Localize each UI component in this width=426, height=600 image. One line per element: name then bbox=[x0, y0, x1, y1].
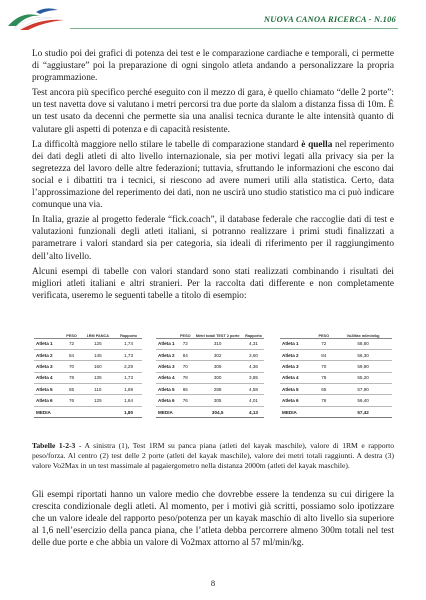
table-cell: 4,01 bbox=[243, 395, 264, 406]
table-cell: 84 bbox=[63, 349, 81, 360]
athlete-name: Atleta 4 bbox=[156, 372, 178, 383]
paragraph-5: Alcuni esempi di tabelle con valori standard sono stati realizzati combinando i risultati dei migliori atleti italiani e altri stranieri. Per la raccolta dati differente e non completamente verificata, useremo le seguenti tabelle a titolo di esempio: bbox=[32, 266, 394, 301]
table-cell: 310 bbox=[192, 338, 243, 349]
table-cell: 56,30 bbox=[334, 349, 392, 360]
flag-swoosh-logo-icon bbox=[6, 4, 68, 34]
athlete-name: Atleta 1 bbox=[34, 338, 63, 349]
average-label: MEDIA bbox=[34, 406, 63, 417]
paragraph-3-lead: La difficoltà maggiore nello stilare le tabelle di comparazione standard bbox=[32, 139, 302, 150]
column-header bbox=[156, 327, 178, 338]
athlete-name: Atleta 3 bbox=[156, 361, 178, 372]
column-header: PESO bbox=[178, 327, 192, 338]
table-cell: 72 bbox=[313, 338, 334, 349]
paragraph-1: Lo studio poi dei grafici di potenza dei test e le comparazione cardiache e temporali, ci permette di “aggiustare” poi la preparazione di ogni singolo atleta andando a personalizzare la propria programmazione. bbox=[32, 49, 394, 84]
paragraph-4: In Italia, grazie al progetto federale “fick.coach”, il database federale che raccoglie dati di test e valutazioni funzionali degli atleti italiani, si potranno realizzare i primi studi finalizzati a parametrare i valori standard sia per categoria, sia ideali di riferimento per il raggiungimento dell’alto livello. bbox=[32, 215, 394, 262]
closing-paragraph: Gli esempi riportati hanno un valore medio che dovrebbe essere la tendenza su cui dirigere la crescita condizionale degli atleti. Al momento, per i motivi già scritti, possiamo solo ipotizzare che un valore ideale del rapporto peso/potenza per un kayak maschio di alto livello sia superiore al 1,6 nell’esercizio della panca piana, che l’atleta debba percorrere almeno 300m totali nel test delle due porte e che abbia un valore di Vo2max attorno al 57 ml/min/kg. bbox=[32, 490, 394, 549]
table-cell: 125 bbox=[81, 395, 116, 406]
table-cell: 2,29 bbox=[115, 361, 142, 372]
table-cell: 59,90 bbox=[334, 361, 392, 372]
table-row bbox=[280, 349, 392, 360]
table-cell: 70 bbox=[178, 361, 192, 372]
table-average-row bbox=[156, 406, 264, 417]
athlete-name: Atleta 3 bbox=[34, 361, 63, 372]
table-cell: 78 bbox=[63, 372, 81, 383]
paragraph-3 bbox=[32, 139, 394, 212]
athlete-name: Atleta 2 bbox=[34, 349, 63, 360]
column-header: PESO bbox=[313, 327, 334, 338]
table-cell: 65 bbox=[313, 384, 334, 395]
paragraph-3-rest: nel reperimento dei dati degli atleti di alto livello internazionale, sia per motivi legati alla privacy sia per la segretezza del lavoro delle altre federazioni; tuttavia, sfruttando le informazioni che escono dai social e i dibattiti tra i tecnici, si riescono ad avere numeri utili alla statistica. Certo, data l’approssimazione del reperimento dei dati, non ne uscirà uno studio statistico ma ci può indicare comunque una via. bbox=[32, 139, 394, 211]
caption-label: Tabelle 1-2-3 bbox=[32, 441, 76, 450]
table-cell: 1,73 bbox=[115, 349, 142, 360]
column-header: 1RM PANCA bbox=[81, 327, 116, 338]
journal-title: NUOVA CANOA RICERCA - N.106 bbox=[263, 14, 396, 24]
athlete-name: Atleta 6 bbox=[280, 395, 313, 406]
table-cell: 72 bbox=[63, 338, 81, 349]
header-rule bbox=[70, 28, 398, 29]
table-row bbox=[156, 372, 264, 383]
athlete-name: Atleta 2 bbox=[156, 349, 178, 360]
table-cell: 65 bbox=[63, 384, 81, 395]
table-row bbox=[34, 384, 142, 395]
table-cell: 288 bbox=[192, 384, 243, 395]
table-cell: 57,90 bbox=[334, 384, 392, 395]
table-cell: 300 bbox=[192, 372, 243, 383]
table-row bbox=[34, 349, 142, 360]
table-cell: 110 bbox=[81, 384, 116, 395]
athlete-name: Atleta 6 bbox=[34, 395, 63, 406]
athlete-name: Atleta 3 bbox=[280, 361, 313, 372]
average-label: MEDIA bbox=[156, 406, 178, 417]
table-cell: 305 bbox=[192, 361, 243, 372]
table-row bbox=[280, 395, 392, 406]
column-header: Metri totali TEST 2 porte bbox=[192, 327, 243, 338]
table-cell: 305 bbox=[192, 395, 243, 406]
table-cell: 65 bbox=[178, 384, 192, 395]
table-row bbox=[280, 361, 392, 372]
athlete-name: Atleta 5 bbox=[156, 384, 178, 395]
column-header: PESO bbox=[63, 327, 81, 338]
table-header-row bbox=[280, 327, 392, 338]
table-cell: 56,40 bbox=[334, 395, 392, 406]
table-cell: 76 bbox=[313, 395, 334, 406]
athlete-name: Atleta 6 bbox=[156, 395, 178, 406]
table-header-row bbox=[156, 327, 264, 338]
table-cell: 145 bbox=[81, 349, 116, 360]
table-row bbox=[34, 372, 142, 383]
average-cell bbox=[178, 406, 192, 417]
athlete-name: Atleta 4 bbox=[34, 372, 63, 383]
table-row bbox=[34, 395, 142, 406]
paragraph-3-emphasis: è quella bbox=[301, 139, 333, 150]
table-cell: 72 bbox=[178, 338, 192, 349]
average-cell bbox=[63, 406, 81, 417]
table-row bbox=[34, 338, 142, 349]
table-two-gates bbox=[156, 327, 264, 418]
average-cell: 57,42 bbox=[334, 406, 392, 417]
page-number: 8 bbox=[210, 578, 216, 588]
table-row bbox=[280, 384, 392, 395]
table-cell: 58,80 bbox=[334, 338, 392, 349]
athlete-name: Atleta 5 bbox=[34, 384, 63, 395]
column-header: Rapporto bbox=[115, 327, 142, 338]
athlete-name: Atleta 1 bbox=[156, 338, 178, 349]
table-cell: 160 bbox=[81, 361, 116, 372]
table-cell: 135 bbox=[81, 372, 116, 383]
table-bench-press bbox=[34, 327, 142, 418]
table-row bbox=[34, 361, 142, 372]
table-row bbox=[280, 372, 392, 383]
table-cell: 76 bbox=[178, 395, 192, 406]
average-label: MEDIA bbox=[280, 406, 313, 417]
column-header bbox=[280, 327, 313, 338]
table-average-row bbox=[280, 406, 392, 417]
table-cell: 4,31 bbox=[243, 338, 264, 349]
table-cell: 3,60 bbox=[243, 349, 264, 360]
table-cell: 1,74 bbox=[115, 338, 142, 349]
table-cell: 3,85 bbox=[243, 372, 264, 383]
table-cell: 78 bbox=[178, 372, 192, 383]
table-cell: 76 bbox=[63, 395, 81, 406]
column-header: Vo2Max ml/min/kg bbox=[334, 327, 392, 338]
table-cell: 4,36 bbox=[243, 361, 264, 372]
athlete-name: Atleta 1 bbox=[280, 338, 313, 349]
table-row bbox=[156, 395, 264, 406]
average-cell: 1,80 bbox=[115, 406, 142, 417]
table-row bbox=[156, 349, 264, 360]
table-cell: 70 bbox=[313, 361, 334, 372]
table-average-row bbox=[34, 406, 142, 417]
table-row bbox=[156, 361, 264, 372]
table-cell: 302 bbox=[192, 349, 243, 360]
table-row bbox=[156, 384, 264, 395]
average-cell: 4,13 bbox=[243, 406, 264, 417]
body-text bbox=[32, 48, 394, 305]
table-cell: 84 bbox=[178, 349, 192, 360]
tables-caption bbox=[32, 441, 394, 472]
caption-text: - A sinistra (1), Test 1RM su panca piana (atleti del kayak maschile), valore di 1RM e rapporto peso/forza. Al centro (2) test delle 2 porte (atleti del kayak maschile), valore dei metri totali raggiunti. A destra (3) valore Vo2Max in un test massimale al pagaiergometro nella distanza 2000m (atleti del kayak maschile). bbox=[32, 441, 394, 471]
table-cell: 1,64 bbox=[115, 395, 142, 406]
table-cell: 78 bbox=[313, 372, 334, 383]
paragraph-2: Test ancora più specifico perché eseguito con il mezzo di gara, è quello chiamato “delle 2 porte”: un test navetta dove si valutano i metri percorsi tra due porte da slalom a distanza fissa di 10m. È un test usato da decenni che permette sia una analisi tecnica durante le alte intensità quanto di valutare gli aspetti di potenza e di capacità resistente. bbox=[32, 88, 394, 135]
table-cell: 125 bbox=[81, 338, 116, 349]
column-header bbox=[34, 327, 63, 338]
table-vo2max bbox=[280, 327, 392, 418]
table-row bbox=[280, 338, 392, 349]
table-cell: 4,58 bbox=[243, 384, 264, 395]
table-row bbox=[156, 338, 264, 349]
athlete-name: Atleta 4 bbox=[280, 372, 313, 383]
column-header: Rapporto bbox=[243, 327, 264, 338]
table-header-row bbox=[34, 327, 142, 338]
table-cell: 1,69 bbox=[115, 384, 142, 395]
standard-tables bbox=[32, 327, 394, 437]
table-cell: 84 bbox=[313, 349, 334, 360]
table-cell: 70 bbox=[63, 361, 81, 372]
athlete-name: Atleta 2 bbox=[280, 349, 313, 360]
average-cell bbox=[313, 406, 334, 417]
page-header bbox=[0, 0, 426, 40]
athlete-name: Atleta 5 bbox=[280, 384, 313, 395]
average-cell bbox=[81, 406, 116, 417]
table-cell: 55,20 bbox=[334, 372, 392, 383]
table-cell: 1,73 bbox=[115, 372, 142, 383]
average-cell: 304,5 bbox=[192, 406, 243, 417]
